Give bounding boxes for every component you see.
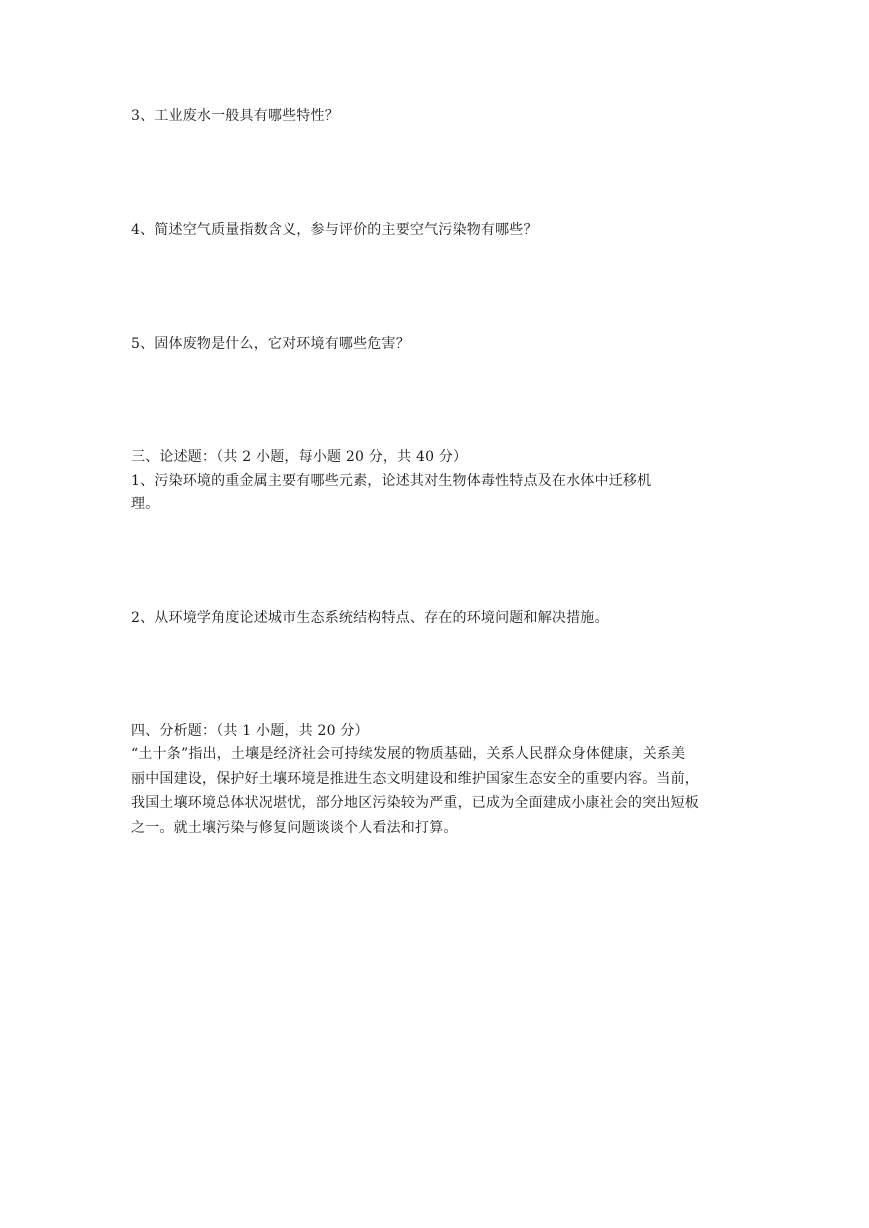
analysis-body-line-1: “土十条”指出，土壤是经济社会可持续发展的物质基础，关系人民群众身体健康，关系美 bbox=[131, 746, 686, 762]
question-5: 5、固体废物是什么，它对环境有哪些危害？ bbox=[131, 336, 410, 352]
essay-question-2: 2、从环境学角度论述城市生态系统结构特点、存在的环境问题和解决措施。 bbox=[131, 610, 609, 626]
essay-question-1-line-1: 1、污染环境的重金属主要有哪些元素，论述其对生物体毒性特点及在水体中迁移机 bbox=[131, 473, 652, 489]
question-4: 4、简述空气质量指数含义，参与评价的主要空气污染物有哪些？ bbox=[131, 222, 538, 238]
analysis-body-line-3: 我国土壤环境总体状况堪忧，部分地区污染较为严重，已成为全面建成小康社会的突出短板 bbox=[131, 795, 699, 811]
section-3-heading: 三、论述题：（共 2 小题，每小题 20 分，共 40 分） bbox=[131, 449, 468, 465]
analysis-body-line-4: 之一。就土壤污染与修复问题谈谈个人看法和打算。 bbox=[131, 820, 458, 836]
question-3: 3、工业废水一般具有哪些特性？ bbox=[131, 108, 339, 124]
section-4-heading: 四、分析题：（共 1 小题，共 20 分） bbox=[131, 723, 369, 739]
essay-question-1-line-2: 理。 bbox=[131, 496, 160, 512]
analysis-body-line-2: 丽中国建设，保护好土壤环境是推进生态文明建设和维护国家生态安全的重要内容。当前， bbox=[131, 771, 699, 787]
